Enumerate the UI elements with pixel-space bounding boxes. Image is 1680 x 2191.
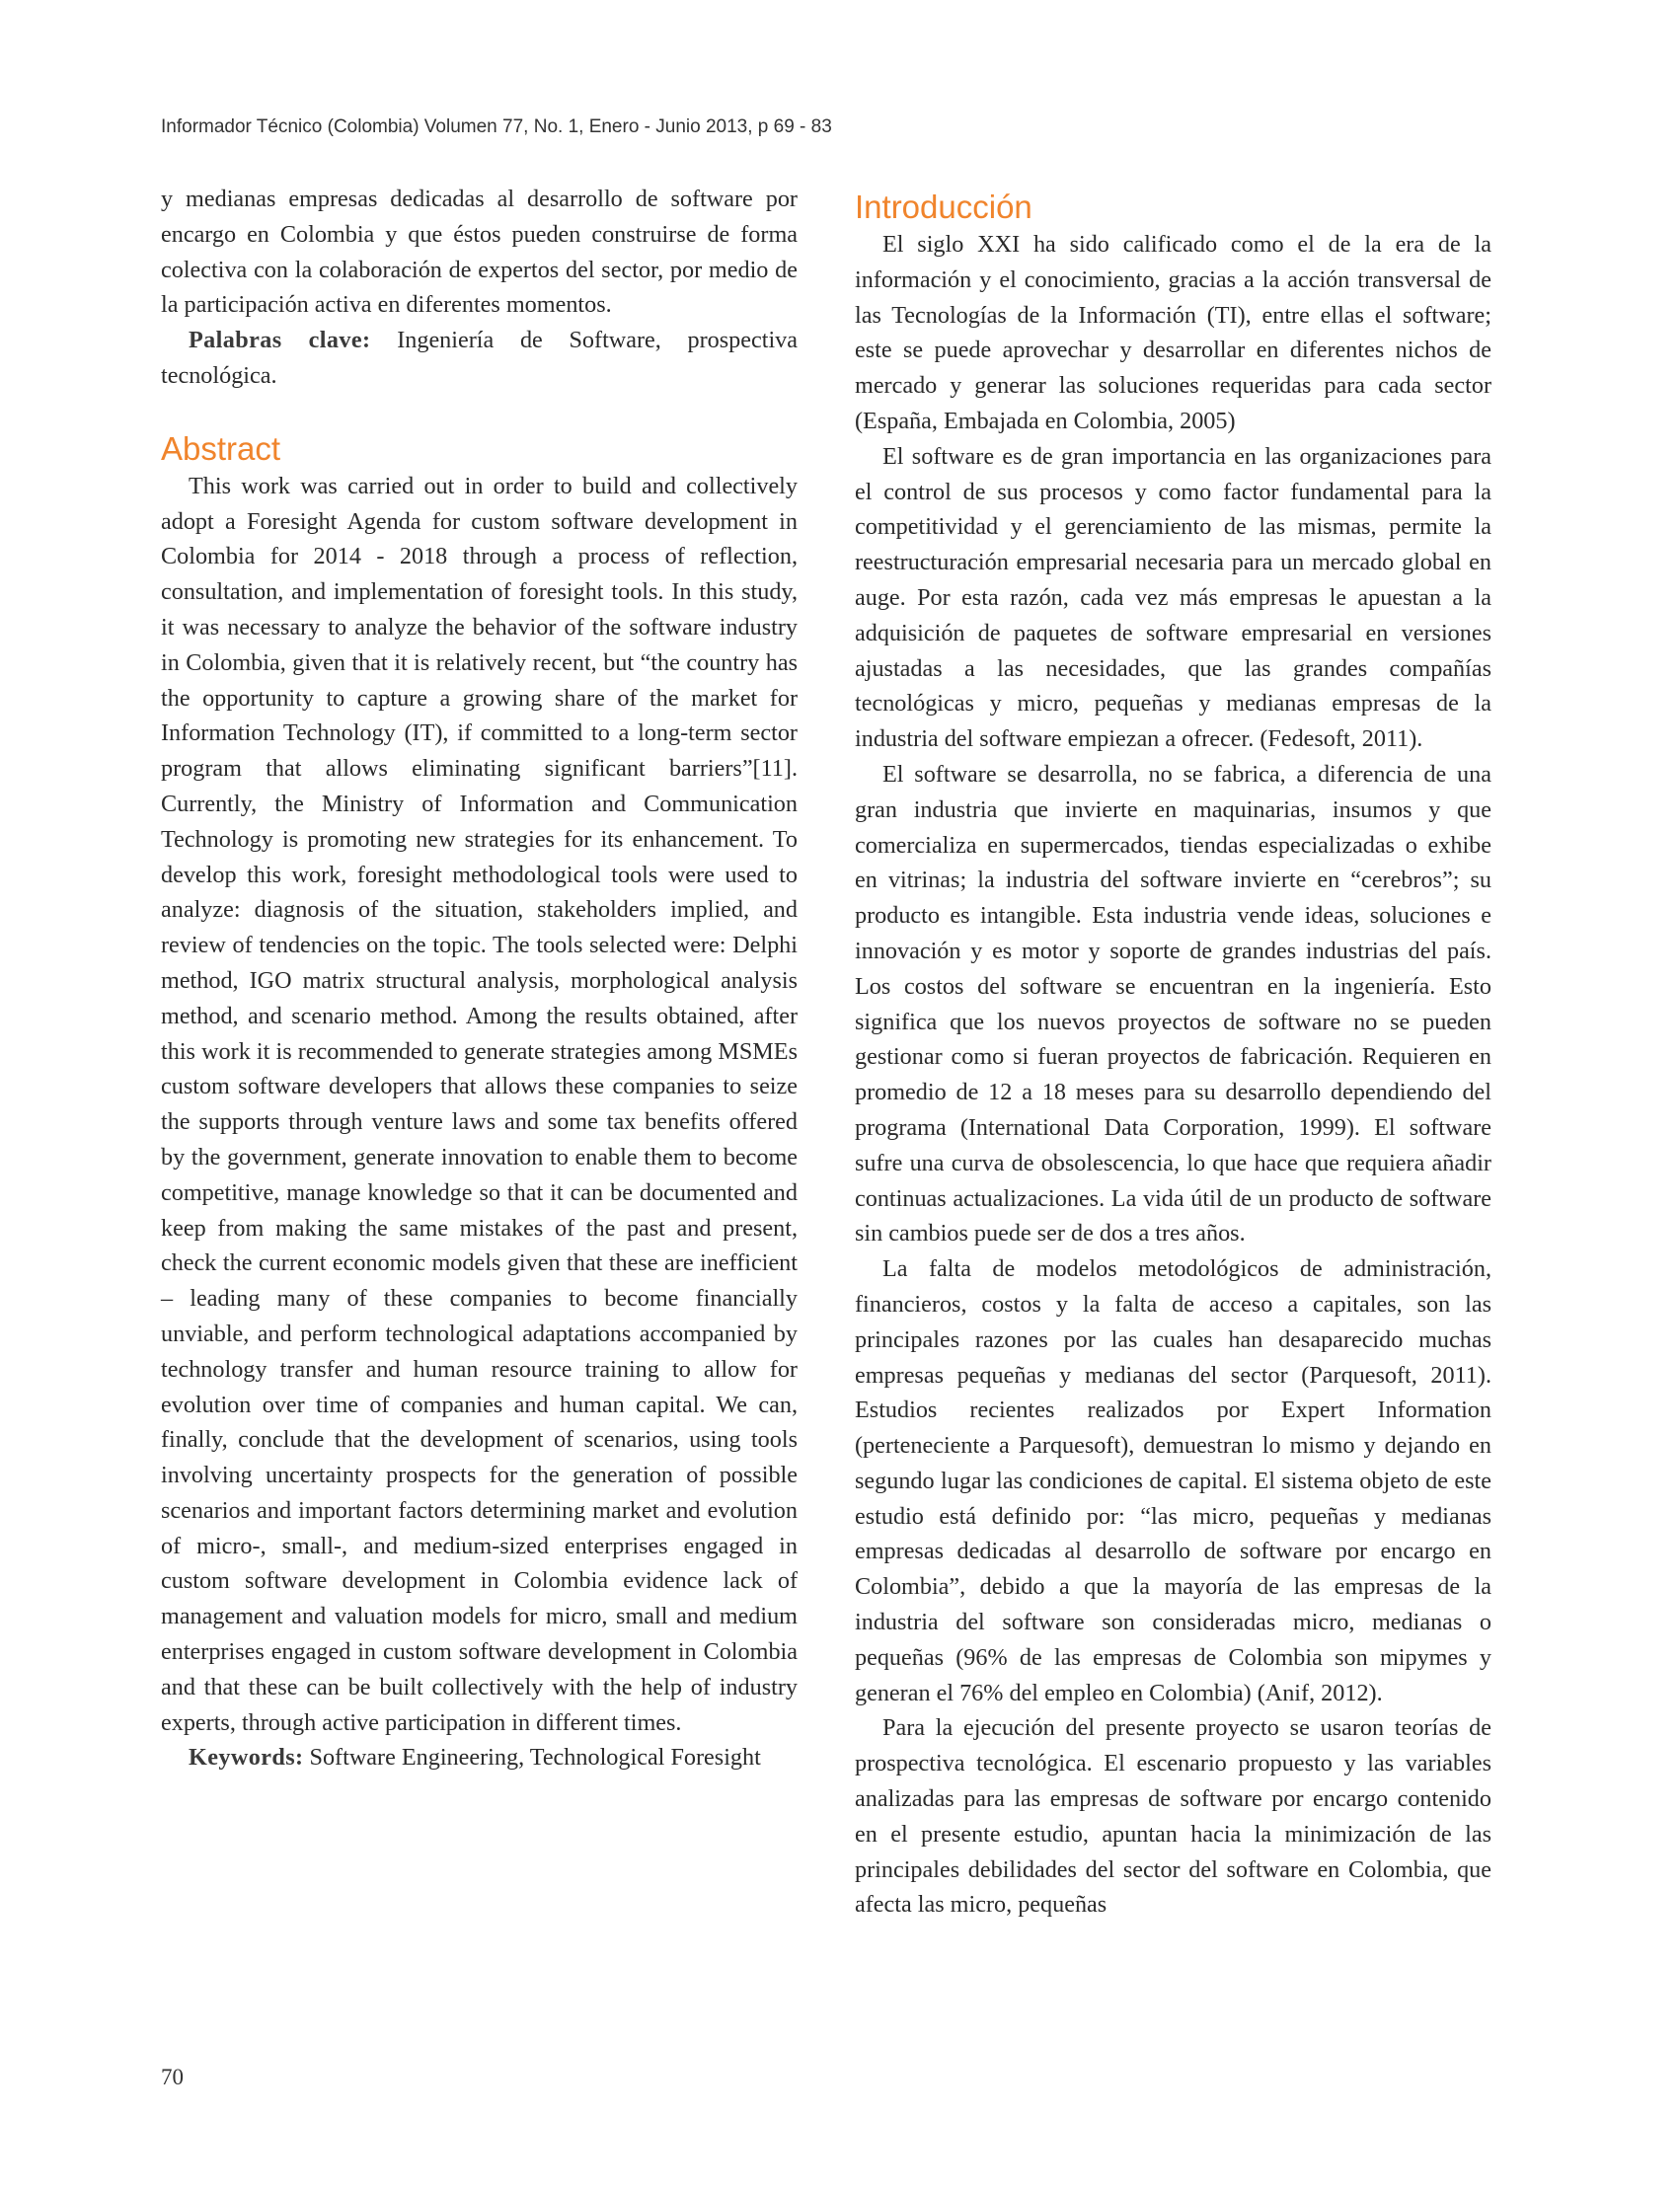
keywords-text: Software Engineering, Technological Foresight	[303, 1744, 761, 1772]
keywords	[161, 1740, 798, 1775]
abstract-body: This work was carried out in order to build and collectively adopt a Foresight Agenda for custom software development in Colombia for 2014 - 2018 through a process of reflection, consultation, and implementation of foresight tools. In this study, it was necessary to analyze the behavior of the software industry in Colombia, given that it is relatively recent, but “the country has the opportunity to capture a growing share of the market for Information Technology (IT), if committed to a long-term sector program that allows eliminating significant barriers”[11]. Currently, the Ministry of Information and Communication Technology is promoting new strategies for its enhancement. To develop this work, foresight methodological tools were used to analyze: diagnosis of the situation, stakeholders implied, and review of tendencies on the topic. The tools selected were: Delphi method, IGO matrix structural analysis, morphological analysis method, and scenario method. Among the results obtained, after this work it is recommended to generate strategies among MSMEs custom software developers that allows these companies to seize the supports through venture laws and some tax benefits offered by the government, generate innovation to enable them to become competitive, manage knowledge so that it can be documented and keep from making the same mistakes of the past and present, check the current economic models given that these are inefficient – leading many of these companies to become financially unviable, and perform technological adaptations accompanied by technology transfer and human resource training to allow for evolution over time of companies and human capital. We can, finally, conclude that the development of scenarios, using tools involving uncertainty prospects for the generation of possible scenarios and important factors determining market and evolution of micro-, small-, and medium-sized enterprises engaged in custom software development in Colombia evidence lack of management and valuation models for micro, small and medium enterprises engaged in custom software development in Colombia and that these can be built collectively with the help of industry experts, through active participation in different times.	[161, 472, 798, 1736]
intro-paragraph: Para la ejecución del presente proyecto se usaron teorías de prospectiva tecnológica. El escenario propuesto y las variables analizadas para las empresas de software por encargo contenido en el presente estudio, apuntan hacia la minimización de las principales debilidades del sector del software en Colombia, que afecta las micro, pequeñas	[855, 1714, 1491, 1919]
intro-paragraph: El software se desarrolla, no se fabrica, a diferencia de una gran industria que invierte en maquinarias, insumos y que comercializa en supermercados, tiendas especializadas o exhibe en vitrinas; la industria del software invierte en “cerebros”; su producto es intangible. Esta industria vende ideas, soluciones e innovación y es motor y soporte de grandes industrias del país. Los costos del software se encuentran en la ingeniería. Esto significa que los nuevos proyectos de software no se pueden gestionar como si fueran proyectos de fabricación. Requieren en promedio de 12 a 18 meses para su desarrollo dependiendo del programa (International Data Corporation, 1999). El software sufre una curva de obsolescencia, lo que hace que requiera añadir continuas actualizaciones. La vida útil de un producto de software sin cambios puede ser de dos a tres años.	[855, 760, 1491, 1247]
running-head: Informador Técnico (Colombia) Volumen 77, No. 1, Enero - Junio 2013, p 69 - 83	[161, 116, 832, 137]
right-column	[855, 182, 1491, 1923]
intro-paragraph: El software es de gran importancia en las organizaciones para el control de sus procesos y como factor fundamental para la competitividad y el gerenciamiento de las mismas, permite la reestructuración empresarial necesaria para un mercado global en auge. Por esta razón, cada vez más empresas le apuestan a la adquisición de paquetes de software empresarial en versiones ajustadas a las necesidades, que las grandes compañías tecnológicas y micro, pequeñas y medianas empresas de la industria del software empiezan a ofrecer. (Fedesoft, 2011).	[855, 442, 1491, 753]
palabras-clave	[161, 323, 798, 394]
intro-paragraph: El siglo XXI ha sido calificado como el de la era de la información y el conocimiento, gracias a la acción transversal de las Tecnologías de la Información (TI), entre ellas el software; este se puede aprovechar y desarrollar en diferentes nichos de mercado y generar las soluciones requeridas para cada sector (España, Embajada en Colombia, 2005)	[855, 231, 1491, 434]
keywords-label: Keywords:	[189, 1744, 304, 1772]
left-column	[161, 182, 798, 1775]
palabras-clave-label: Palabras clave:	[189, 327, 371, 354]
palabras-clave-text: Ingeniería de Software, prospectiva tecnológica.	[161, 327, 799, 389]
intro-paragraph: La falta de modelos metodológicos de administración, financieros, costos y la falta de acceso a capitales, son las principales razones por las cuales han desaparecido muchas empresas pequeñas y medianas del sector (Parquesoft, 2011). Estudios recientes realizados por Expert Information (perteneciente a Parquesoft), demuestran lo mismo y dejando en segundo lugar las condiciones de capital. El sistema objeto de este estudio está definido por: “las micro, pequeñas y medianas empresas dedicadas al desarrollo de software por encargo en Colombia”, debido a que la mayoría de las empresas de la industria del software son consideradas micro, medianas o pequeñas (96% de las empresas de Colombia son mipymes y generan el 76% del empleo en Colombia) (Anif, 2012).	[855, 1255, 1491, 1706]
resumen-continuation: y medianas empresas dedicadas al desarrollo de software por encargo en Colombia y que éstos pueden construirse de forma colectiva con la colaboración de expertos del sector, por medio de la participación activa en diferentes momentos.	[161, 186, 798, 319]
introduccion-heading: Introducción	[855, 189, 1032, 225]
page-number: 70	[161, 2065, 184, 2089]
abstract-heading: Abstract	[161, 429, 281, 467]
